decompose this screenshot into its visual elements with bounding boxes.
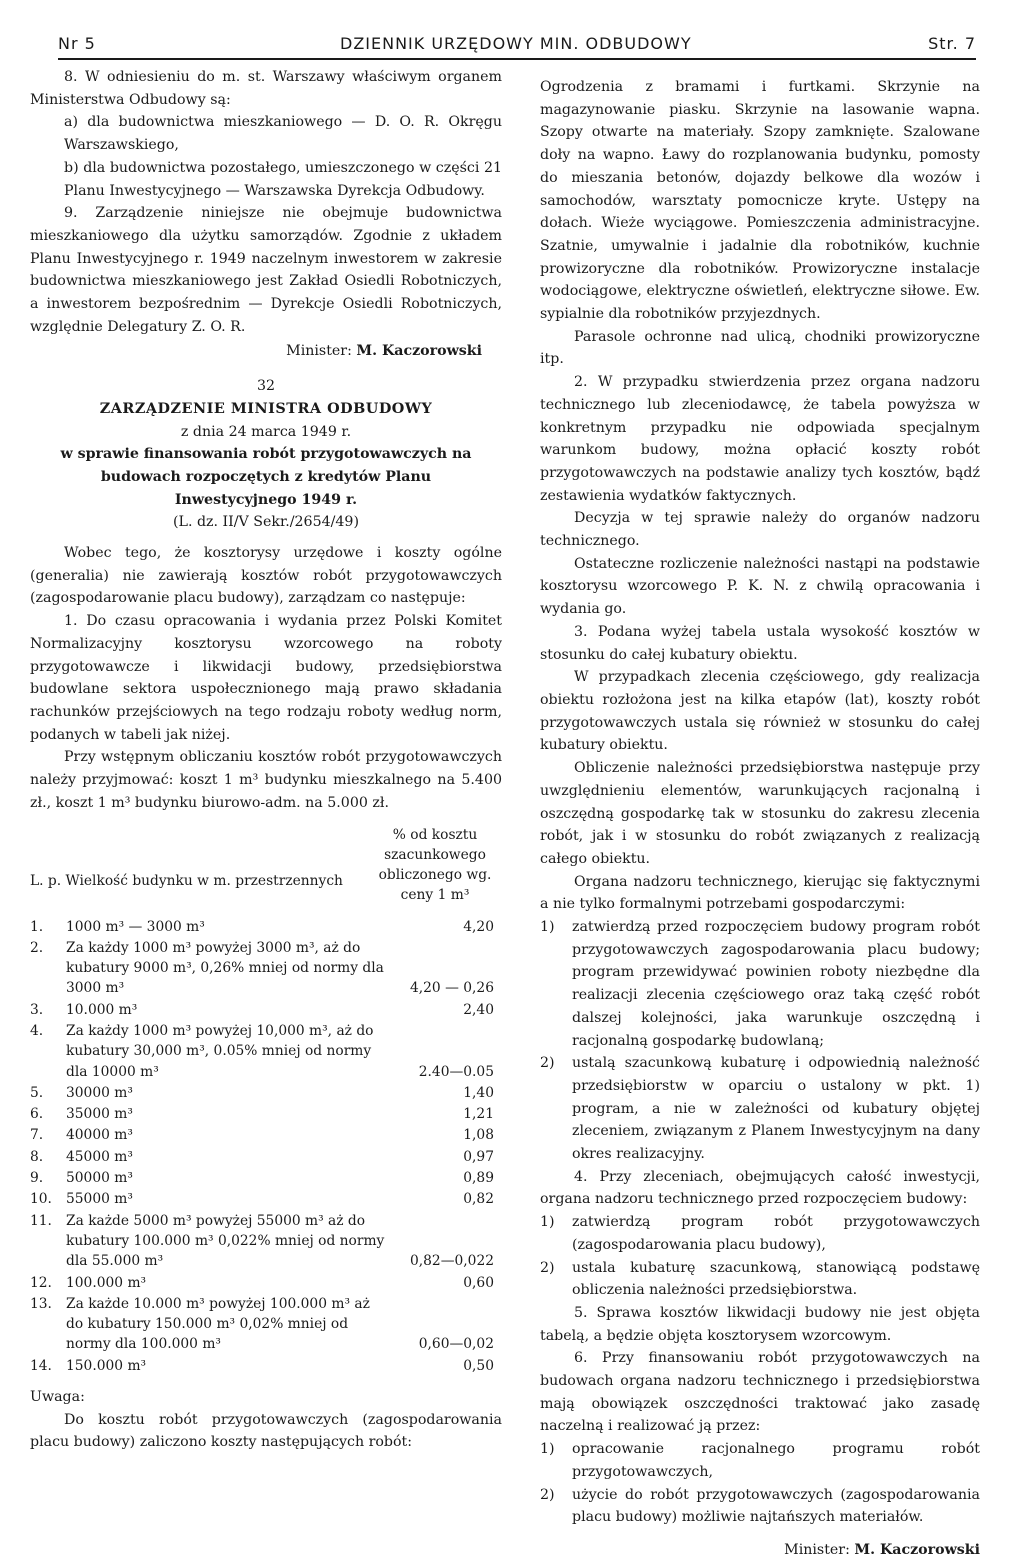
list-item — [540, 1438, 980, 1483]
row-percent: 0,60 — [463, 1274, 494, 1291]
list-item-marker: 1) — [540, 1441, 555, 1458]
document-date: z dnia 24 marca 1949 r. — [180, 423, 352, 440]
paragraph-4: 4. Przy zleceniach, obejmujących całość inwestycji, organa nadzoru technicznego przed rozpoczęciem budowy: — [540, 1168, 980, 1208]
table-row — [30, 1211, 502, 1272]
list-item-text: ustala kubaturę szacunkową, stanowiącą podstawę obliczenia należności przedsiębiorstwa. — [572, 1259, 980, 1299]
row-number: 4. — [30, 1022, 44, 1039]
paragraph-8b: b) dla budownictwa pozostałego, umieszczonego w części 21 Planu Inwestycyjnego — Warszawska Dyrekcja Odbudowy. — [64, 159, 502, 199]
row-percent: 0,60—0,02 — [418, 1336, 494, 1353]
row-size: 35000 m³ — [66, 1106, 133, 1123]
page-number: Str. 7 — [928, 34, 976, 53]
row-size: Za każdy 1000 m³ powyżej 3000 m³, aż do kubatury 9000 m³, 0,26% mniej od normy dla 3000 m³ — [66, 939, 384, 997]
row-percent: 2.40—0.05 — [418, 1063, 494, 1080]
row-number: 7. — [30, 1127, 44, 1144]
document-title: ZARZĄDZENIE MINISTRA ODBUDOWY — [99, 399, 433, 417]
row-size: 10.000 m³ — [66, 1001, 138, 1018]
table-header-percent: % od kosztu szacunkowego obliczonego wg. ceny 1 m³ — [378, 826, 492, 904]
right-column — [540, 76, 980, 1562]
paragraph-2-settlement: Ostateczne rozliczenie należności nastąpi na podstawie kosztorysu wzorcowego P. K. N. z chwilą opracowania i wydania go. — [540, 555, 980, 618]
row-number: 1. — [30, 918, 44, 935]
issue-number: Nr 5 — [58, 34, 96, 53]
row-size: Za każde 5000 m³ powyżej 55000 m³ aż do kubatury 100.000 m³ 0,022% mniej od normy dla 55.000 m³ — [66, 1212, 385, 1270]
paragraph-9: 9. Zarządzenie niniejsze nie obejmuje budownictwa mieszkaniowego dla użytku samorządów. Zgodnie z układem Planu Inwestycyjnego r. 1949 naczelnym inwestorem w zakresie budownictwa mieszkaniowego jest Zakład Osiedli Robotniczych, a inwestorem bezpośrednim — Dyrekcje Osiedli Robotniczych, względnie Delegatury Z. O. R. — [30, 205, 502, 335]
table-row — [30, 1294, 502, 1355]
paragraph-3: 3. Podana wyżej tabela ustala wysokość kosztów w stosunku do całej kubatury obiektu. — [540, 623, 980, 663]
row-number: 9. — [30, 1170, 44, 1187]
signature-block — [30, 340, 502, 363]
supervision-list — [540, 916, 980, 1166]
row-number: 2. — [30, 939, 44, 956]
table-row — [30, 1104, 502, 1124]
cost-table — [30, 819, 502, 1377]
row-number: 5. — [30, 1084, 44, 1101]
signature-name: M. Kaczorowski — [356, 343, 482, 360]
row-percent: 4,20 — 0,26 — [409, 980, 494, 997]
row-size: 30000 m³ — [66, 1084, 133, 1101]
table-row — [30, 1083, 502, 1103]
signature-name: M. Kaczorowski — [854, 1542, 980, 1558]
full-investment-list — [540, 1211, 980, 1302]
list-item — [540, 1484, 980, 1529]
row-number: 8. — [30, 1148, 44, 1165]
list-item-text: ustalą szacunkową kubaturę i odpowiednią należność przedsiębiorstw w oparciu o ustalony w pkt. 1) program, a nie w zależności od kubatury objętej zleceniem, związanym z Planem Inwestycyjnym na dany okres realizacyjny. — [572, 1055, 980, 1163]
row-percent: 2,40 — [463, 1001, 494, 1018]
preamble: Wobec tego, że kosztorysy urzędowe i koszty ogólne (generalia) nie zawierają kosztów robót przygotowawczych (zagospodarowanie placu budowy), zarządzam co następuje: — [30, 545, 502, 607]
row-size: 1000 m³ — 3000 m³ — [66, 918, 205, 935]
site-works-extra: Parasole ochronne nad ulicą, chodniki prowizoryczne itp. — [540, 328, 980, 368]
document-number: 32 — [256, 378, 276, 395]
list-item-marker: 1) — [540, 919, 555, 936]
note-text: Do kosztu robót przygotowawczych (zagospodarowania placu budowy) zaliczono koszty następujących robót: — [30, 1411, 502, 1451]
row-percent: 0,82—0,022 — [409, 1253, 494, 1270]
list-item — [540, 916, 980, 1052]
row-percent: 1,40 — [463, 1084, 494, 1101]
paragraph-5: 5. Sprawa kosztów likwidacji budowy nie jest objęta tabelą, a będzie objęta kosztorysem wzorcowym. — [540, 1304, 980, 1344]
paragraph-2: 2. W przypadku stwierdzenia przez organa nadzoru technicznego lub zleceniodawcę, że tabela powyższa w konkretnym przypadku nie odpowiada specjalnym warunkom budowy, można opłacić koszty robót przygotowawczych na podstawie analizy tych kosztów, bądź zestawienia wydatków faktycznych. — [540, 374, 980, 504]
paragraph-8: 8. W odniesieniu do m. st. Warszawy właściwym organem Ministerstwa Odbudowy są: — [30, 69, 502, 108]
table-row — [30, 938, 502, 999]
document-reference: (L. dz. II/V Sekr./2654/49) — [173, 514, 359, 531]
list-item-text: zatwierdzą przed rozpoczęciem budowy program robót przygotowawczych zagospodarowania placu budowy; program przewidywać powinien roboty niezbędne dla realizacji zlecenia częściowego oraz taką część robót dalszej kolejności, jaka warunkuje oszczędną i racjonalną gospodarkę budowlaną; — [572, 919, 980, 1049]
paragraph-3-partial: W przypadkach zlecenia częściowego, gdy realizacja obiektu rozłożona jest na kilka etapów (lat), koszty robót przygotowawczych ustala się również w stosunku do całej kubatury obiektu. — [540, 669, 980, 754]
table-row — [30, 1356, 502, 1376]
paragraph-2-decision: Decyzja w tej sprawie należy do organów nadzoru technicznego. — [540, 510, 980, 550]
list-item-text: użycie do robót przygotowawczych (zagospodarowania placu budowy) możliwie najtańszych materiałów. — [572, 1486, 980, 1526]
paragraph-8a: a) dla budownictwa mieszkaniowego — D. O. R. Okręgu Warszawskiego, — [64, 114, 502, 154]
row-number: 13. — [30, 1295, 52, 1312]
row-percent: 1,21 — [463, 1106, 494, 1123]
paragraph-3-calculation: Obliczenie należności przedsiębiorstwa następuje przy uwzględnieniu elementów, warunkujących racjonalną i oszczędną gospodarkę tak w stosunku do zakresu zlecenia robót, jak i w stosunku do robót związanych z realizacją całego obiektu. — [540, 760, 980, 867]
signature-label: Minister: — [784, 1542, 850, 1558]
document-subject: w sprawie finansowania robót przygotowawczych na budowach rozpoczętych z kredytów Planu Inwestycyjnego 1949 r. — [60, 446, 472, 508]
table-row — [30, 1125, 502, 1145]
table-header-size: L. p. Wielkość budynku w m. przestrzennych — [30, 872, 343, 889]
table-row — [30, 1273, 502, 1293]
table-row — [30, 1189, 502, 1209]
site-works-list: Ogrodzenia z bramami i furtkami. Skrzynie na magazynowanie piasku. Skrzynie na lasowanie wapna. Szopy otwarte na materiały. Szopy zamknięte. Szalowane doły na wapno. Ławy do rozplanowania budynku, pomosty do mieszania betonów, dojazdy belkowe dla wozów i samochodów, warsztaty pomocnicze kryte. Ustępy na dołach. Wieże wyciągowe. Pomieszczenia administracyjne. Szatnie, umywalnie i jadalnie dla robotników, kuchnie prowizoryczne dla robotników. Prowizoryczne instalacje wodociągowe, elektryczne oświetleń, elektryczne siłowe. Ew. sypialnie dla robotników przyjezdnych. — [540, 79, 980, 323]
row-percent: 0,89 — [463, 1170, 494, 1187]
table-header — [30, 819, 502, 917]
table-row — [30, 917, 502, 937]
row-size: 45000 m³ — [66, 1148, 133, 1165]
row-percent: 0,82 — [463, 1191, 494, 1208]
list-item — [540, 1211, 980, 1256]
list-item — [540, 1052, 980, 1166]
row-number: 12. — [30, 1274, 52, 1291]
row-size: 55000 m³ — [66, 1191, 133, 1208]
running-header — [58, 28, 976, 60]
note-label: Uwaga: — [30, 1389, 85, 1406]
row-number: 11. — [30, 1212, 52, 1229]
row-size: 50000 m³ — [66, 1170, 133, 1187]
row-percent: 0,97 — [463, 1148, 494, 1165]
paragraph-1: 1. Do czasu opracowania i wydania przez Polski Komitet Normalizacyjny kosztorysu wzorcowego na roboty przygotowawcze i likwidacji budowy, przedsiębiorstwa budowlane sektora uspołecznionego mają prawo składania rachunków przejściowych na tego rodzaju roboty według norm, podanych w tabeli jak niżej. — [30, 613, 502, 743]
journal-title: DZIENNIK URZĘDOWY MIN. ODBUDOWY — [340, 34, 692, 53]
table-row — [30, 1000, 502, 1020]
row-number: 14. — [30, 1357, 52, 1374]
table-row — [30, 1147, 502, 1167]
row-percent: 0,50 — [463, 1357, 494, 1374]
list-item-marker: 2) — [540, 1486, 555, 1503]
row-number: 3. — [30, 1001, 44, 1018]
row-size: 150.000 m³ — [66, 1357, 147, 1374]
signature-block-final — [540, 1539, 980, 1562]
list-item-text: zatwierdzą program robót przygotowawczych (zagospodarowania placu budowy), — [572, 1214, 980, 1253]
list-item-marker: 2) — [540, 1259, 555, 1276]
signature-label: Minister: — [286, 343, 352, 360]
left-column — [30, 66, 502, 1454]
row-percent: 4,20 — [463, 918, 494, 935]
table-row — [30, 1021, 502, 1082]
row-size: Za każdy 1000 m³ powyżej 10,000 m³, aż do kubatury 30,000 m³, 0.05% mniej od normy dla 10000 m³ — [66, 1022, 374, 1080]
list-item-text: opracowanie racjonalnego programu robót przygotowawczych, — [572, 1441, 980, 1480]
row-number: 10. — [30, 1191, 52, 1208]
economy-list — [540, 1438, 980, 1529]
row-size: 100.000 m³ — [66, 1274, 147, 1291]
paragraph-3-supervision: Organa nadzoru technicznego, kierując się faktycznymi a nie tylko formalnymi potrzebami gospodarczymi: — [540, 873, 980, 913]
list-item-marker: 2) — [540, 1055, 555, 1072]
list-item — [540, 1257, 980, 1302]
table-body — [30, 917, 502, 1377]
table-row — [30, 1168, 502, 1188]
row-size: Za każde 10.000 m³ powyżej 100.000 m³ aż do kubatury 150.000 m³ 0,02% mniej od normy dla 100.000 m³ — [66, 1295, 370, 1353]
row-percent: 1,08 — [463, 1127, 494, 1144]
paragraph-1b: Przy wstępnym obliczaniu kosztów robót przygotowawczych należy przyjmować: koszt 1 m³ budynku mieszkalnego na 5.400 zł., koszt 1 m³ budynku biurowo-adm. na 5.000 zł. — [30, 749, 502, 811]
list-item-marker: 1) — [540, 1214, 555, 1231]
row-number: 6. — [30, 1106, 44, 1123]
paragraph-6: 6. Przy finansowaniu robót przygotowawczych na budowach organa nadzoru technicznego i przedsiębiorstwa mają obowiązek oszczędności traktować jako zasadę naczelną i realizować ją przez: — [540, 1350, 980, 1435]
row-size: 40000 m³ — [66, 1127, 133, 1144]
